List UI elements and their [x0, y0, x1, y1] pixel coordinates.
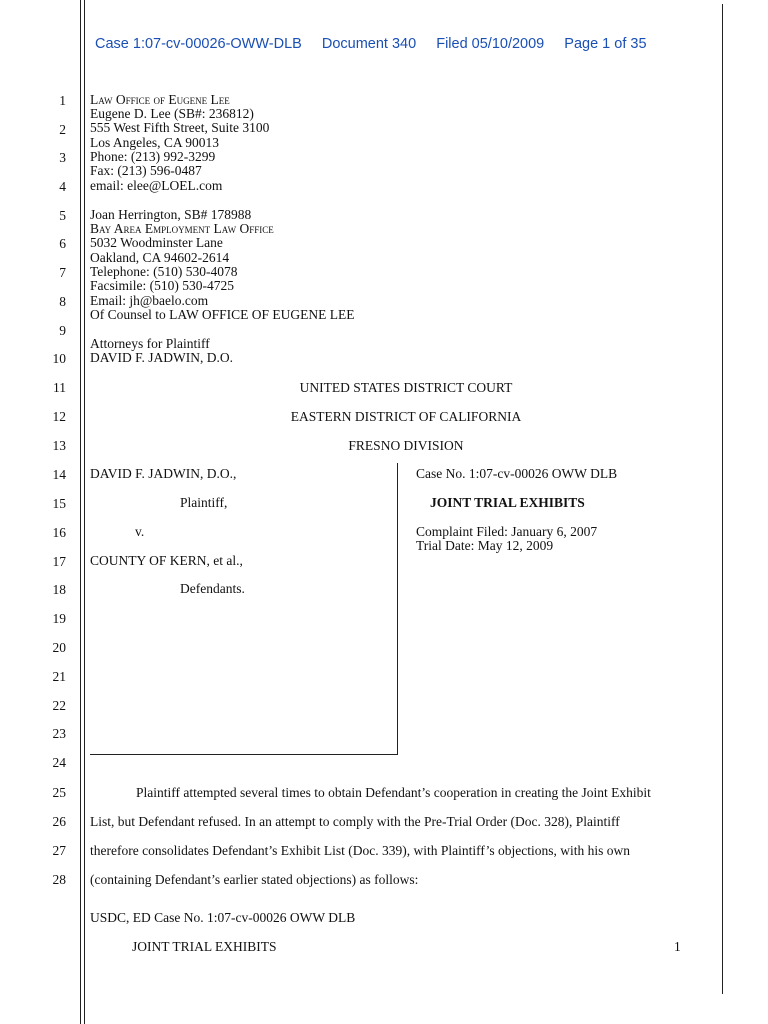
line-number: 9: [59, 323, 66, 338]
counsel2-address1: 5032 Woodminster Lane: [90, 235, 223, 250]
footer-case: USDC, ED Case No. 1:07-cv-00026 OWW DLB: [90, 910, 356, 925]
header-document: Document 340: [321, 36, 417, 52]
line-number: 3: [59, 150, 66, 165]
line-number: 21: [52, 669, 66, 684]
line-number: 1: [59, 93, 66, 108]
body-line-3: therefore consolidates Defendant’s Exhibit List (Doc. 339), with Plaintiff’s objections, with his own: [90, 843, 631, 858]
counsel1-firm: Law Office of Eugene Lee: [90, 92, 230, 107]
header-page: Page 1 of 35: [564, 36, 647, 52]
line-number: 22: [52, 698, 66, 713]
counsel2-email: Email: jh@baelo.com: [90, 293, 209, 308]
line-number: 25: [52, 785, 66, 800]
counsel2-address2: Oakland, CA 94602-2614: [90, 250, 230, 265]
counsel1-address1: 555 West Fifth Street, Suite 3100: [90, 120, 270, 135]
footer-page-number: 1: [674, 939, 681, 954]
court-district: EASTERN DISTRICT OF CALIFORNIA: [290, 409, 522, 424]
line-number: 28: [52, 872, 66, 887]
footer-title: JOINT TRIAL EXHIBITS: [132, 939, 277, 954]
counsel2-firm: Bay Area Employment Law Office: [90, 221, 274, 236]
line-number: 19: [52, 611, 66, 626]
body-line-1: Plaintiff attempted several times to obtain Defendant’s cooperation in creating the Joint Exhibit: [136, 785, 651, 800]
caption-defendant-role: Defendants.: [180, 581, 245, 596]
body-line-2: List, but Defendant refused. In an attempt to comply with the Pre-Trial Order (Doc. 328), Plaintiff: [90, 814, 620, 829]
line-number: 27: [52, 843, 66, 858]
line-number: 16: [52, 525, 66, 540]
caption-defendant: COUNTY OF KERN, et al.,: [90, 553, 243, 568]
trial-date: Trial Date: May 12, 2009: [416, 538, 554, 553]
line-number: 26: [52, 814, 66, 829]
caption-plaintiff: DAVID F. JADWIN, D.O.,: [90, 466, 237, 481]
counsel1-address2: Los Angeles, CA 90013: [90, 135, 220, 150]
filing-header: [95, 36, 663, 52]
line-number: 14: [52, 467, 66, 482]
left-margin-rule-outer: [80, 0, 81, 1024]
counsel1-phone: Phone: (213) 992-3299: [90, 149, 216, 164]
line-number: 11: [53, 380, 66, 395]
line-number: 10: [52, 351, 66, 366]
caption-horizontal-line: [90, 754, 398, 755]
counsel1-name: Eugene D. Lee (SB#: 236812): [90, 106, 254, 121]
line-number: 12: [52, 409, 66, 424]
case-number: Case No. 1:07-cv-00026 OWW DLB: [416, 466, 618, 481]
line-number: 24: [52, 755, 66, 770]
court-name: UNITED STATES DISTRICT COURT: [299, 380, 513, 395]
line-number: 17: [52, 554, 66, 569]
plaintiff-name: DAVID F. JADWIN, D.O.: [90, 350, 234, 365]
attorneys-for: Attorneys for Plaintiff: [90, 336, 210, 351]
line-number: 13: [52, 438, 66, 453]
caption-vertical-line: [397, 463, 398, 754]
line-number: 18: [52, 582, 66, 597]
line-number: 7: [59, 265, 66, 280]
line-number: 8: [59, 294, 66, 309]
caption-plaintiff-role: Plaintiff,: [180, 495, 228, 510]
counsel2-telephone: Telephone: (510) 530-4078: [90, 264, 238, 279]
line-number: 15: [52, 496, 66, 511]
right-margin-rule: [722, 4, 723, 994]
counsel1-fax: Fax: (213) 596-0487: [90, 163, 202, 178]
line-number: 6: [59, 236, 66, 251]
counsel2-name: Joan Herrington, SB# 178988: [90, 207, 252, 222]
counsel2-facsimile: Facsimile: (510) 530-4725: [90, 278, 234, 293]
document-title: JOINT TRIAL EXHIBITS: [430, 495, 585, 510]
court-division: FRESNO DIVISION: [348, 438, 464, 453]
counsel1-email: email: elee@LOEL.com: [90, 178, 223, 193]
line-number: 20: [52, 640, 66, 655]
header-case: Case 1:07-cv-00026-OWW-DLB: [95, 36, 302, 52]
line-number: 23: [52, 726, 66, 741]
line-number: 4: [59, 179, 66, 194]
body-line-4: (containing Defendant’s earlier stated objections) as follows:: [90, 872, 419, 887]
complaint-filed: Complaint Filed: January 6, 2007: [416, 524, 598, 539]
left-margin-rule-inner: [84, 0, 85, 1024]
line-number: 5: [59, 208, 66, 223]
header-filed: Filed 05/10/2009: [436, 36, 545, 52]
counsel2-of-counsel: Of Counsel to LAW OFFICE OF EUGENE LEE: [90, 307, 355, 322]
line-number: 2: [59, 122, 66, 137]
caption-versus: v.: [135, 524, 145, 539]
